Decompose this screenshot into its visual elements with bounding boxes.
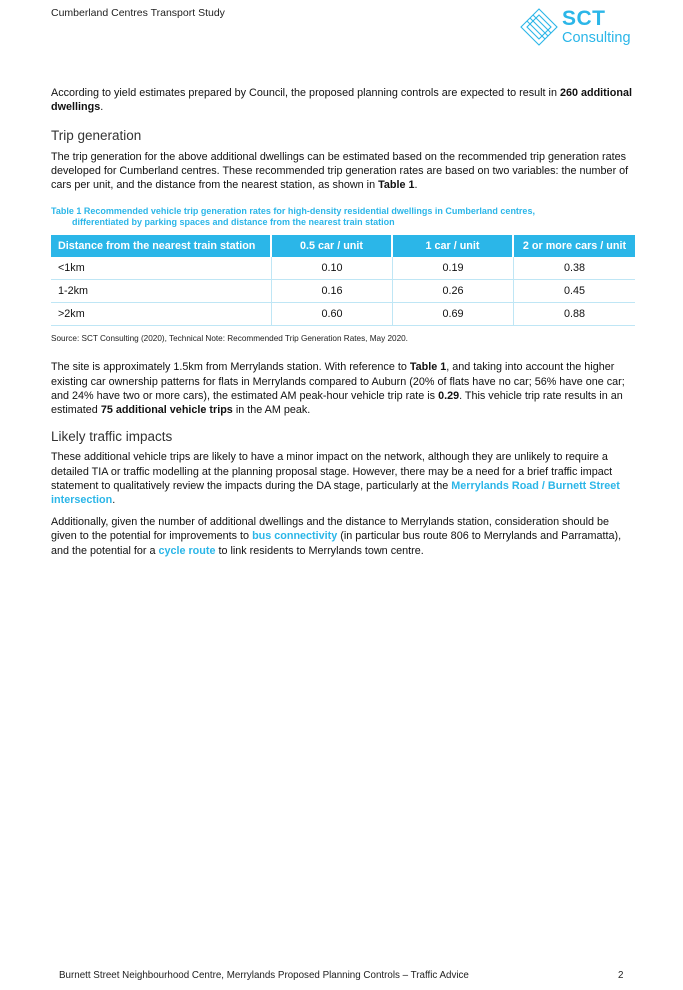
page-number: 2 bbox=[618, 970, 624, 981]
table-row bbox=[51, 303, 635, 326]
cycle-route-highlight: cycle route bbox=[158, 544, 216, 557]
table-row bbox=[51, 280, 635, 303]
bus-connectivity-highlight: bus connectivity bbox=[252, 530, 338, 543]
table-header-cell: 2 or more cars / unit bbox=[514, 235, 635, 257]
table-row bbox=[51, 257, 635, 280]
site-paragraph: The site is approximately 1.5km from Merrylands station. With reference to Table 1, and taking into account the higher existing car ownership patterns for flats in Merrylands compared to Auburn (20% of flats have no car; 56% have one car; and 24% have two or more cars), the estimated AM peak-hour vehicle trip rate is 0.29. This vehicle trip rate results in an estimated 75 additional vehicle trips in the AM peak. bbox=[51, 361, 625, 417]
additional-trips-value: 75 additional vehicle trips bbox=[100, 404, 233, 417]
intersection-highlight: Merrylands Road / Burnett Street intersection bbox=[51, 479, 620, 507]
table-cell: 0.88 bbox=[514, 303, 635, 326]
intro-paragraph: According to yield estimates prepared by Council, the proposed planning controls are expected to result in 260 additional dwellings. bbox=[51, 87, 632, 114]
table-cell: 0.45 bbox=[514, 280, 635, 303]
table-cell: 0.69 bbox=[393, 303, 514, 326]
table-cell: 0.10 bbox=[272, 257, 393, 280]
trip-rate-value: 0.29 bbox=[438, 389, 460, 402]
logo-wordmark-consulting: Consulting bbox=[562, 30, 631, 46]
header-title: Cumberland Centres Transport Study bbox=[51, 7, 225, 19]
table-header-cell: 1 car / unit bbox=[393, 235, 514, 257]
logo-wordmark-sct: SCT bbox=[562, 7, 606, 30]
trip-generation-heading: Trip generation bbox=[51, 128, 142, 144]
traffic-impacts-heading: Likely traffic impacts bbox=[51, 429, 173, 445]
traffic-impacts-paragraph: These additional vehicle trips are likely to have a minor impact on the network, although they are unlikely to require a detailed TIA or traffic modelling at the planning proposal stage. However, there may be a need for a brief traffic impact statement to qualitatively review the impacts during the DA stage, particularly at the Merrylands Road / Burnett Street intersection. bbox=[51, 451, 620, 507]
footer-text: Burnett Street Neighbourhood Centre, Merrylands Proposed Planning Controls – Traffic Advice bbox=[59, 970, 469, 981]
table-cell: 1-2km bbox=[51, 280, 272, 303]
sct-diamond-logo-icon bbox=[517, 5, 563, 49]
table-cell: >2km bbox=[51, 303, 272, 326]
table-cell: 0.38 bbox=[514, 257, 635, 280]
trip-generation-paragraph: The trip generation for the above additional dwellings can be estimated based on the recommended trip generation rates developed for Cumberland centres. These recommended trip generation rates are based on two variables: the number of cars per unit, and the distance from the nearest station, as shown in Table 1. bbox=[51, 150, 629, 192]
table-cell: 0.26 bbox=[393, 280, 514, 303]
document-body bbox=[51, 86, 635, 558]
improvements-paragraph: Additionally, given the number of additional dwellings and the distance to Merrylands station, consideration should be given to the potential for improvements to bus connectivity (in particular bus route 806 to Merrylands and Parramatta), and the potential for a cycle route to link residents to Merrylands town centre. bbox=[51, 516, 622, 557]
table-cell: 0.16 bbox=[272, 280, 393, 303]
table-header-cell: 0.5 car / unit bbox=[272, 235, 393, 257]
table-cell: 0.60 bbox=[272, 303, 393, 326]
dwellings-count: 260 additional dwellings bbox=[51, 87, 632, 114]
trip-rate-table bbox=[51, 235, 635, 326]
table-header-cell: Distance from the nearest train station bbox=[51, 235, 272, 257]
table-header-row bbox=[51, 235, 635, 257]
table-cell: 0.19 bbox=[393, 257, 514, 280]
table-cell: <1km bbox=[51, 257, 272, 280]
table-caption: Table 1 Recommended vehicle trip generation rates for high-density residential dwellings in Cumberland centres, differentiated by parking spaces and distance from the nearest train station bbox=[51, 206, 535, 228]
table-source-note: Source: SCT Consulting (2020), Technical Note: Recommended Trip Generation Rates, May 2020. bbox=[51, 334, 408, 344]
sct-consulting-logo bbox=[517, 5, 637, 49]
